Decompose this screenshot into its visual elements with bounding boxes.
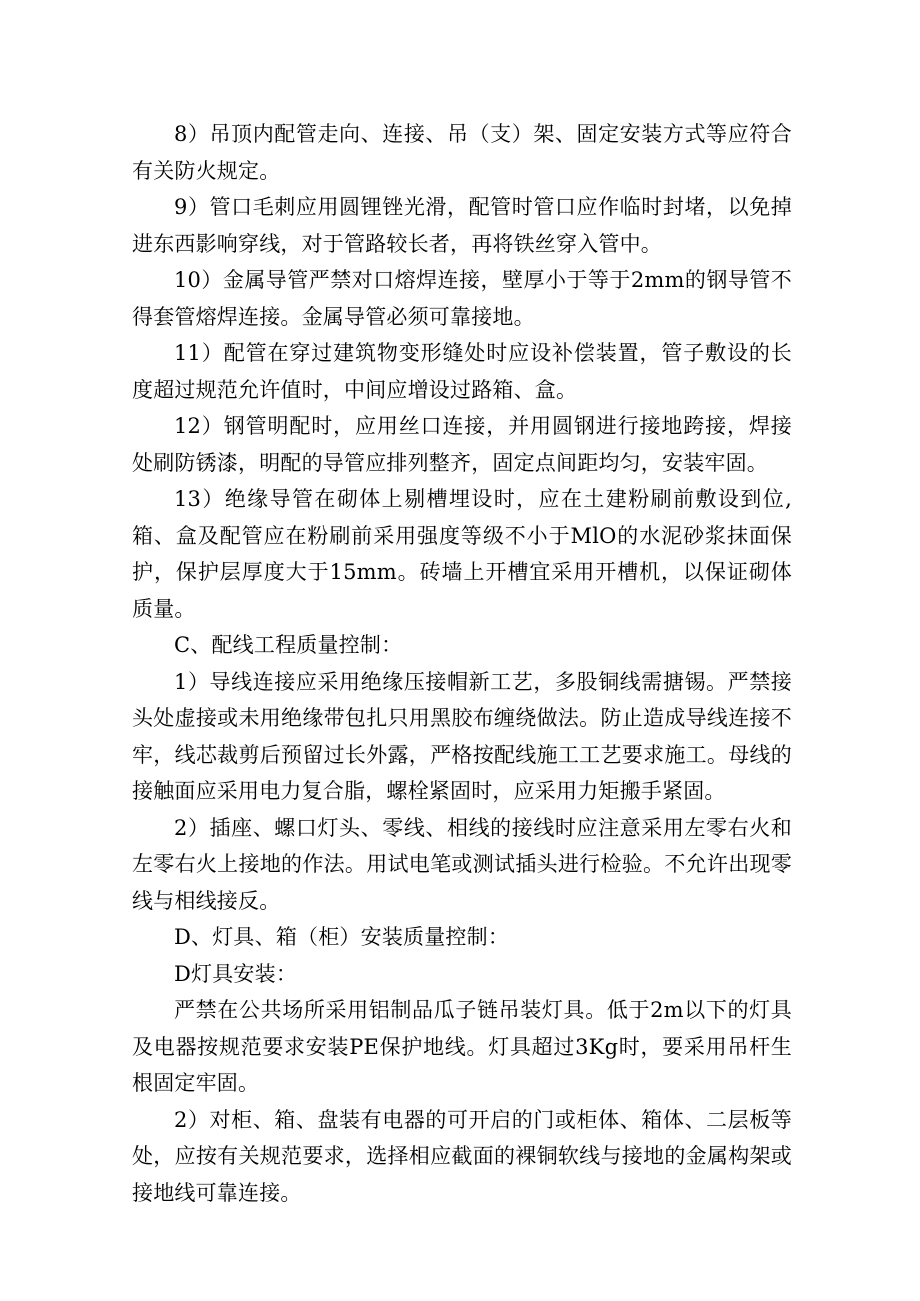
section-heading-fixtures: D、灯具、箱（柜）安装质量控制：: [174, 925, 510, 949]
section-heading-wiring: C、配线工程质量控制：: [174, 633, 403, 657]
paragraph-wiring-1: 1）导线连接应采用绝缘压接帽新工艺，多股铜线需搪锡。严禁接头处虚接或未用绝缘带包扎只用黑胶布缠绕做法。防止造成导线连接不牢，线芯裁剪后预留过长外露，严格按配线施工工艺要求施工。母线的接触面应采用电力复合脂，螺栓紧固时，应采用力矩搬手紧固。: [132, 669, 792, 803]
paragraph-item-8: 8）吊顶内配管走向、连接、吊（支）架、固定安装方式等应符合有关防火规定。: [132, 122, 792, 183]
subheading-lamp-install: D灯具安装：: [174, 961, 298, 986]
paragraph-item-13: 13）绝缘导管在砌体上剔槽埋设时，应在土建粉刷前敷设到位,箱、盒及配管应在粉刷前采用强度等级不小于MlO的水泥砂浆抹面保护，保护层厚度大于15mm。砖墙上开槽宜采用开槽机，以保证砌体质量。: [132, 487, 792, 621]
paragraph-item-9: 9）管口毛刺应用圆锂锉光滑，配管时管口应作临时封堵，以免掉进东西影响穿线，对于管路较长者，再将铁丝穿入管中。: [132, 195, 792, 256]
paragraph-item-10: 10）金属导管严禁对口熔焊连接，壁厚小于等于2mm的钢导管不得套管熔焊连接。金属导管必须可靠接地。: [132, 268, 792, 329]
paragraph-item-11: 11）配管在穿过建筑物变形缝处时应设补偿装置，管子敷设的长度超过规范允许值时，中间应增设过路箱、盒。: [132, 341, 792, 402]
paragraph-lamp-install: 严禁在公共场所采用铝制品瓜子链吊装灯具。低于2m以下的灯具及电器按规范要求安装PE保护地线。灯具超过3Kg时，要采用吊杆生根固定牢固。: [132, 998, 792, 1095]
paragraph-wiring-2: 2）插座、螺口灯头、零线、相线的接线时应注意采用左零右火和左零右火上接地的作法。用试电笔或测试插头进行检验。不允许出现零线与相线接反。: [132, 815, 792, 913]
paragraph-cabinet-grounding: 2）对柜、箱、盘装有电器的可开启的门或柜体、箱体、二层板等处，应按有关规范要求，选择相应截面的裸铜软线与接地的金属构架或接地线可靠连接。: [132, 1107, 792, 1205]
document-body: [132, 116, 792, 1211]
paragraph-item-12: 12）钢管明配时，应用丝口连接，并用圆钢进行接地跨接，焊接处刷防锈漆，明配的导管应排列整齐，固定点间距均匀，安装牢固。: [132, 414, 792, 475]
